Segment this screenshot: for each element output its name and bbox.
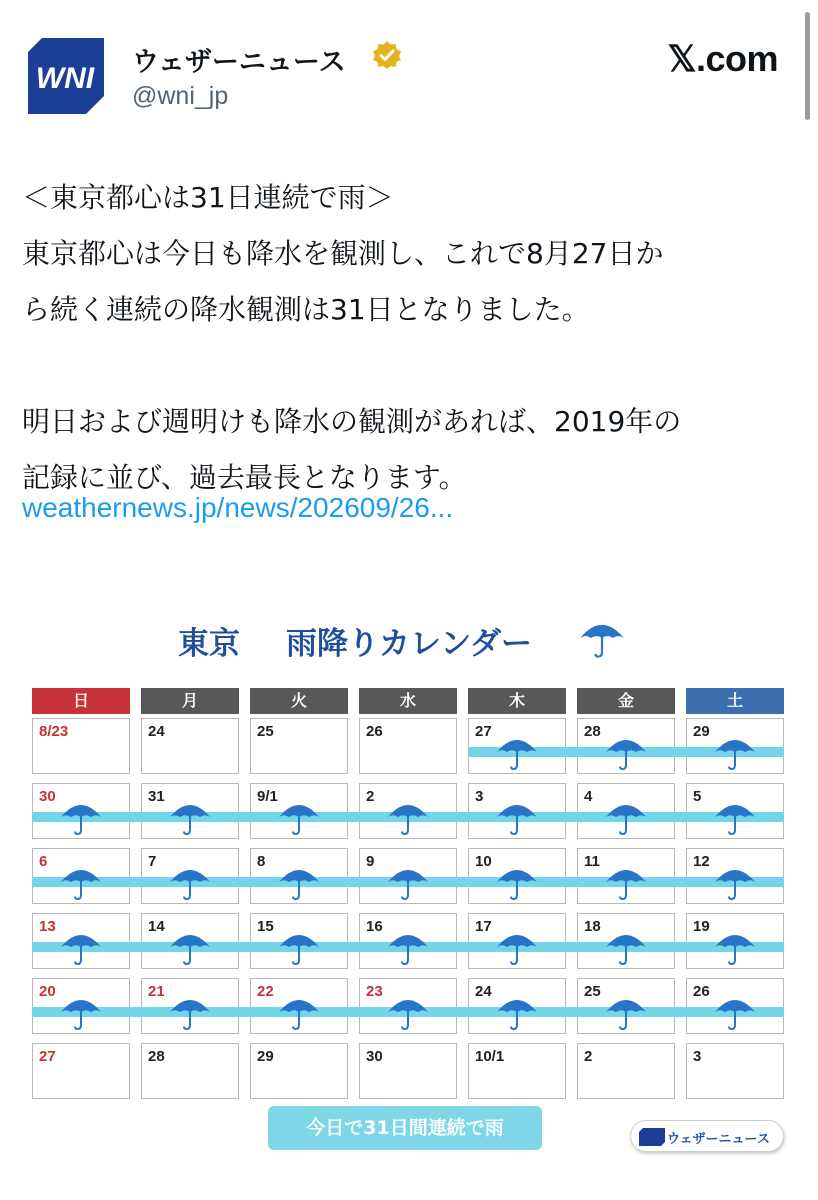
umbrella-icon <box>168 927 212 967</box>
calendar-day <box>577 1043 675 1099</box>
day-number: 10/1 <box>475 1048 505 1065</box>
weekday-4: 木 <box>468 688 566 714</box>
calendar-day <box>686 1043 784 1099</box>
weekday-header <box>32 688 788 714</box>
weekday-0: 日 <box>32 688 130 714</box>
umbrella-icon <box>495 992 539 1032</box>
calendar-grid <box>32 718 788 1098</box>
day-number: 30 <box>39 788 56 805</box>
calendar-title-label: 雨降りカレンダー <box>286 626 532 662</box>
day-number: 25 <box>257 723 274 740</box>
umbrella-icon <box>604 992 648 1032</box>
day-number: 5 <box>693 788 702 805</box>
brand-name: ウェザーニュース <box>667 1132 770 1147</box>
day-number: 27 <box>39 1048 56 1065</box>
weekday-1: 月 <box>141 688 239 714</box>
day-number: 3 <box>693 1048 702 1065</box>
umbrella-icon <box>604 927 648 967</box>
day-number: 8 <box>257 853 266 870</box>
day-number: 14 <box>148 918 165 935</box>
day-number: 13 <box>39 918 56 935</box>
day-number: 7 <box>148 853 157 870</box>
calendar-day <box>468 1043 566 1099</box>
calendar-title-city: 東京 <box>178 626 240 662</box>
weekday-6: 土 <box>686 688 784 714</box>
umbrella-icon <box>578 616 626 660</box>
day-number: 20 <box>39 983 56 1000</box>
umbrella-icon <box>713 992 757 1032</box>
day-number: 11 <box>584 853 600 870</box>
day-number: 9 <box>366 853 375 870</box>
calendar-day <box>250 1043 348 1099</box>
day-number: 21 <box>148 983 165 1000</box>
umbrella-icon <box>59 797 103 837</box>
day-number: 24 <box>475 983 492 1000</box>
umbrella-icon <box>59 862 103 902</box>
day-number: 10 <box>475 853 492 870</box>
display-name[interactable]: ウェザーニュース <box>132 47 346 78</box>
tweet-line: ＜東京都心は31日連続で雨＞ <box>22 181 394 214</box>
umbrella-icon <box>386 862 430 902</box>
umbrella-icon <box>604 862 648 902</box>
tweet-line: 東京都心は今日も降水を観測し、これで8月27日か <box>22 237 664 270</box>
day-number: 27 <box>475 723 492 740</box>
streak-badge: 今日で31日間連続で雨 <box>268 1106 542 1150</box>
day-number: 15 <box>257 918 274 935</box>
umbrella-icon <box>713 797 757 837</box>
day-number: 25 <box>584 983 601 1000</box>
day-number: 26 <box>693 983 710 1000</box>
tweet-line: 明日および週明けも降水の観測があれば、2019年の <box>22 405 682 438</box>
umbrella-icon <box>277 927 321 967</box>
calendar-day <box>359 1043 457 1099</box>
site-label: 𝕏.com <box>667 38 778 79</box>
day-number: 28 <box>148 1048 165 1065</box>
day-number: 2 <box>584 1048 593 1065</box>
umbrella-icon <box>604 732 648 772</box>
umbrella-icon <box>168 797 212 837</box>
day-number: 9/1 <box>257 788 278 805</box>
day-number: 17 <box>475 918 492 935</box>
umbrella-icon <box>277 862 321 902</box>
umbrella-icon <box>386 927 430 967</box>
weekday-3: 水 <box>359 688 457 714</box>
scroll-indicator[interactable] <box>805 12 810 120</box>
day-number: 12 <box>693 853 710 870</box>
day-number: 19 <box>693 918 710 935</box>
article-link[interactable]: weathernews.jp/news/202609/26... <box>22 492 454 523</box>
day-number: 31 <box>148 788 165 805</box>
umbrella-icon <box>168 992 212 1032</box>
day-number: 8/23 <box>39 723 69 740</box>
umbrella-icon <box>277 992 321 1032</box>
day-number: 28 <box>584 723 601 740</box>
umbrella-icon <box>495 927 539 967</box>
tweet-text <box>22 170 802 506</box>
day-number: 22 <box>257 983 274 1000</box>
day-number: 26 <box>366 723 383 740</box>
umbrella-icon <box>168 862 212 902</box>
day-number: 30 <box>366 1048 383 1065</box>
day-number: 16 <box>366 918 383 935</box>
tweet-line: ら続く連続の降水観測は31日となりました。 <box>22 293 590 326</box>
umbrella-icon <box>386 797 430 837</box>
day-number: 2 <box>366 788 375 805</box>
calendar-day <box>141 1043 239 1099</box>
verified-badge-icon <box>372 40 402 70</box>
umbrella-icon <box>277 797 321 837</box>
tweet-line: 記録に並び、過去最長となります。 <box>22 461 467 494</box>
user-handle[interactable]: @wni_jp <box>132 82 229 110</box>
umbrella-icon <box>386 992 430 1032</box>
umbrella-icon <box>59 927 103 967</box>
day-number: 18 <box>584 918 601 935</box>
wni-logo-icon <box>24 34 106 116</box>
day-number: 4 <box>584 788 593 805</box>
umbrella-icon <box>713 862 757 902</box>
brand-watermark <box>630 1120 784 1152</box>
umbrella-icon <box>495 732 539 772</box>
weekday-2: 火 <box>250 688 348 714</box>
calendar-day <box>32 718 130 774</box>
umbrella-icon <box>495 797 539 837</box>
wni-small-logo-icon <box>639 1128 665 1146</box>
rain-calendar-image[interactable] <box>0 590 818 1180</box>
umbrella-icon <box>713 732 757 772</box>
calendar-day <box>141 718 239 774</box>
day-number: 23 <box>366 983 383 1000</box>
day-number: 24 <box>148 723 165 740</box>
weekday-5: 金 <box>577 688 675 714</box>
day-number: 29 <box>693 723 710 740</box>
umbrella-icon <box>59 992 103 1032</box>
umbrella-icon <box>604 797 648 837</box>
day-number: 6 <box>39 853 48 870</box>
day-number: 3 <box>475 788 484 805</box>
tweet-header <box>24 34 784 124</box>
umbrella-icon <box>495 862 539 902</box>
avatar[interactable] <box>24 34 106 116</box>
day-number: 29 <box>257 1048 274 1065</box>
umbrella-icon <box>713 927 757 967</box>
calendar-day <box>250 718 348 774</box>
avatar-text: WNI <box>35 62 95 95</box>
calendar-day <box>359 718 457 774</box>
calendar-day <box>32 1043 130 1099</box>
calendar-title <box>178 618 532 663</box>
